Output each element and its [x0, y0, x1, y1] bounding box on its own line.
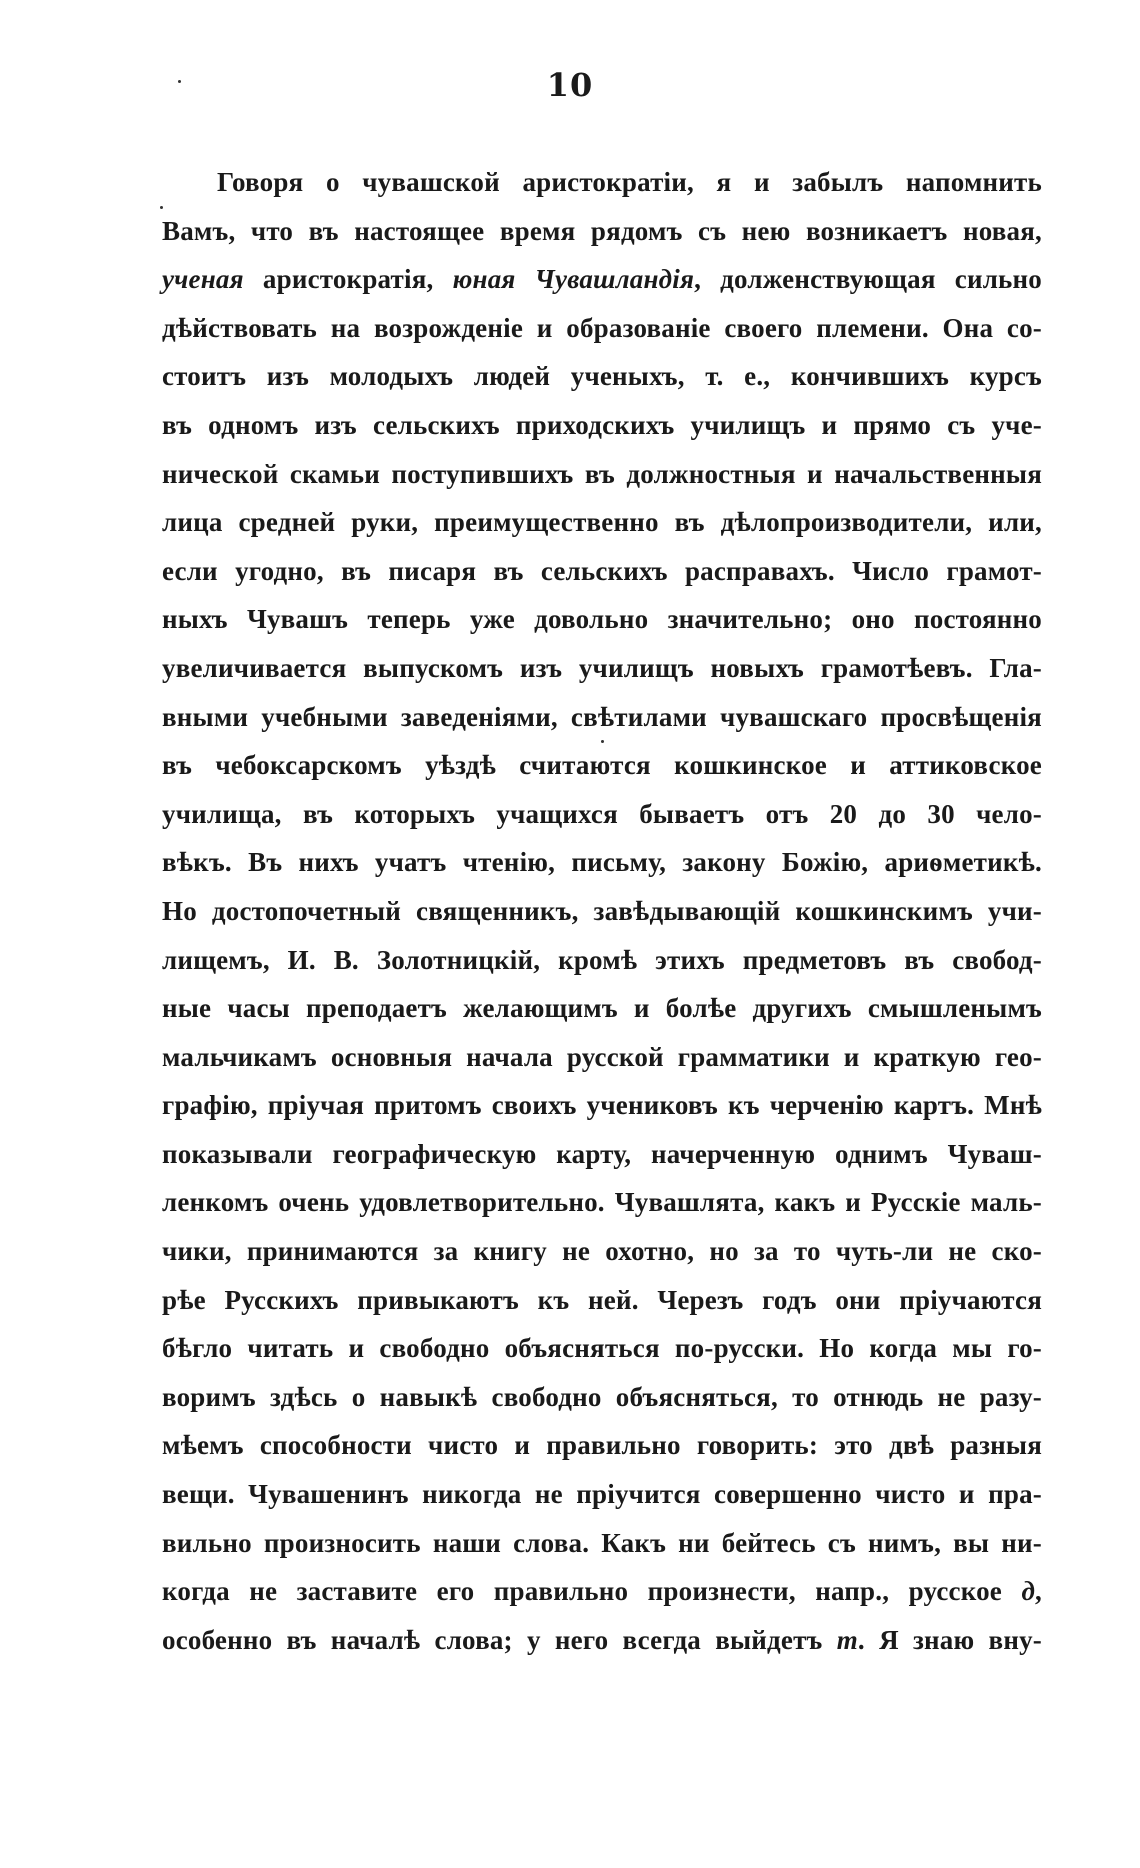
text-segment: если угодно, въ писаря въ сельскихъ расправахъ. Число грамот- — [162, 555, 1042, 586]
text-segment: вными учебными заведеніями, свѣтилами чувашскаго просвѣщенія — [162, 701, 1042, 732]
text-segment: увеличивается выпускомъ изъ училищъ новыхъ грамотѣевъ. Гла- — [162, 652, 1042, 683]
text-line — [162, 693, 1042, 742]
italic-phrase: т — [836, 1624, 858, 1655]
scan-speck — [601, 740, 604, 743]
text-line — [162, 498, 1042, 547]
text-segment: ные часы преподаетъ желающимъ и болѣе другихъ смышленымъ — [162, 993, 1042, 1024]
text-line — [162, 547, 1042, 596]
italic-phrase: ученая — [162, 264, 244, 295]
body-text — [162, 158, 1042, 1664]
text-segment: мѣемъ способности чисто и правильно говорить: это двѣ разныя — [162, 1430, 1042, 1461]
text-segment: вещи. Чувашенинъ никогда не пріучится совершенно чисто и пра- — [162, 1479, 1042, 1510]
page-number: 10 — [546, 66, 594, 104]
text-line — [162, 1373, 1042, 1422]
text-line — [162, 1519, 1042, 1568]
text-segment: особенно въ началѣ слова; у него всегда выйдетъ — [162, 1624, 837, 1655]
text-segment: рѣе Русскихъ привыкаютъ къ ней. Черезъ годъ они пріучаются — [162, 1284, 1042, 1315]
text-line — [162, 936, 1042, 985]
text-segment: графію, пріучая притомъ своихъ учениковъ къ черченію картъ. Мнѣ — [162, 1090, 1042, 1121]
text-segment: стоитъ изъ молодыхъ людей ученыхъ, т. е., кончившихъ курсъ — [162, 361, 1042, 392]
text-segment: ныхъ Чувашъ теперь уже довольно значительно; оно постоянно — [162, 604, 1042, 635]
text-segment: чики, принимаются за книгу не охотно, но за то чуть-ли не ско- — [162, 1236, 1042, 1267]
text-segment: лищемъ, И. В. Золотницкій, кромѣ этихъ предметовъ въ свобод- — [162, 944, 1042, 975]
text-segment: Говоря о чувашской аристократіи, я и забылъ напомнить — [217, 167, 1042, 197]
text-line — [162, 1324, 1042, 1373]
text-line — [162, 1130, 1042, 1179]
text-segment: , — [1035, 1576, 1042, 1607]
text-line — [162, 158, 1042, 207]
italic-phrase: юная Чувашландія — [452, 264, 695, 295]
text-line — [162, 595, 1042, 644]
text-line — [162, 401, 1042, 450]
italic-phrase: д — [1021, 1576, 1036, 1607]
text-line — [162, 1616, 1042, 1665]
text-segment: мальчикамъ основныя начала русской грамматики и краткую гео- — [162, 1041, 1042, 1072]
text-segment: вильно произносить наши слова. Какъ ни бейтесь съ нимъ, вы ни- — [162, 1527, 1042, 1558]
scan-speck — [160, 206, 163, 209]
text-segment: воримъ здѣсь о навыкѣ свободно объясняться, то отнюдь не разу- — [162, 1381, 1042, 1412]
text-line — [162, 207, 1042, 256]
text-line — [162, 644, 1042, 693]
text-segment: , долженствующая сильно — [694, 264, 1042, 295]
text-segment: аристократія, — [243, 264, 453, 295]
text-line — [162, 790, 1042, 839]
text-line — [162, 1276, 1042, 1325]
text-segment: лица средней руки, преимущественно въ дѣлопроизводители, или, — [162, 507, 1042, 538]
text-segment: Вамъ, что въ настоящее время рядомъ съ нею возникаетъ новая, — [162, 215, 1042, 246]
text-segment: показывали географическую карту, начерченную однимъ Чуваш- — [162, 1138, 1042, 1169]
text-segment: ленкомъ очень удовлетворительно. Чувашлята, какъ и Русскіе маль- — [162, 1187, 1042, 1218]
text-line — [162, 1421, 1042, 1470]
text-line — [162, 887, 1042, 936]
text-line — [162, 1033, 1042, 1082]
text-line — [162, 255, 1042, 304]
text-line — [162, 450, 1042, 499]
text-segment: вѣкъ. Въ нихъ учатъ чтенію, письму, закону Божію, ариѳметикѣ. — [162, 847, 1042, 878]
scan-speck — [178, 80, 181, 83]
text-segment: въ одномъ изъ сельскихъ приходскихъ училищъ и прямо съ уче- — [162, 409, 1042, 440]
text-line — [162, 984, 1042, 1033]
text-line — [162, 741, 1042, 790]
text-line — [162, 304, 1042, 353]
text-segment: бѣгло читать и свободно объясняться по-русски. Но когда мы го- — [162, 1333, 1042, 1364]
text-line — [162, 1178, 1042, 1227]
text-line — [162, 1227, 1042, 1276]
text-segment: нической скамьи поступившихъ въ должностныя и начальственныя — [162, 458, 1042, 489]
text-segment: когда не заставите его правильно произнести, напр., русское — [162, 1576, 1022, 1607]
text-segment: . Я знаю вну- — [857, 1624, 1042, 1655]
text-line — [162, 1081, 1042, 1130]
text-line — [162, 1470, 1042, 1519]
text-segment: дѣйствовать на возрожденіе и образованіе своего племени. Она со- — [162, 312, 1042, 343]
text-line — [162, 1567, 1042, 1616]
text-segment: Но достопочетный священникъ, завѣдывающій кошкинскимъ учи- — [162, 895, 1042, 926]
text-line — [162, 838, 1042, 887]
text-line — [162, 352, 1042, 401]
text-segment: въ чебоксарскомъ уѣздѣ считаются кошкинское и аттиковское — [162, 750, 1042, 781]
text-segment: училища, въ которыхъ учащихся бываетъ отъ 20 до 30 чело- — [162, 798, 1042, 829]
